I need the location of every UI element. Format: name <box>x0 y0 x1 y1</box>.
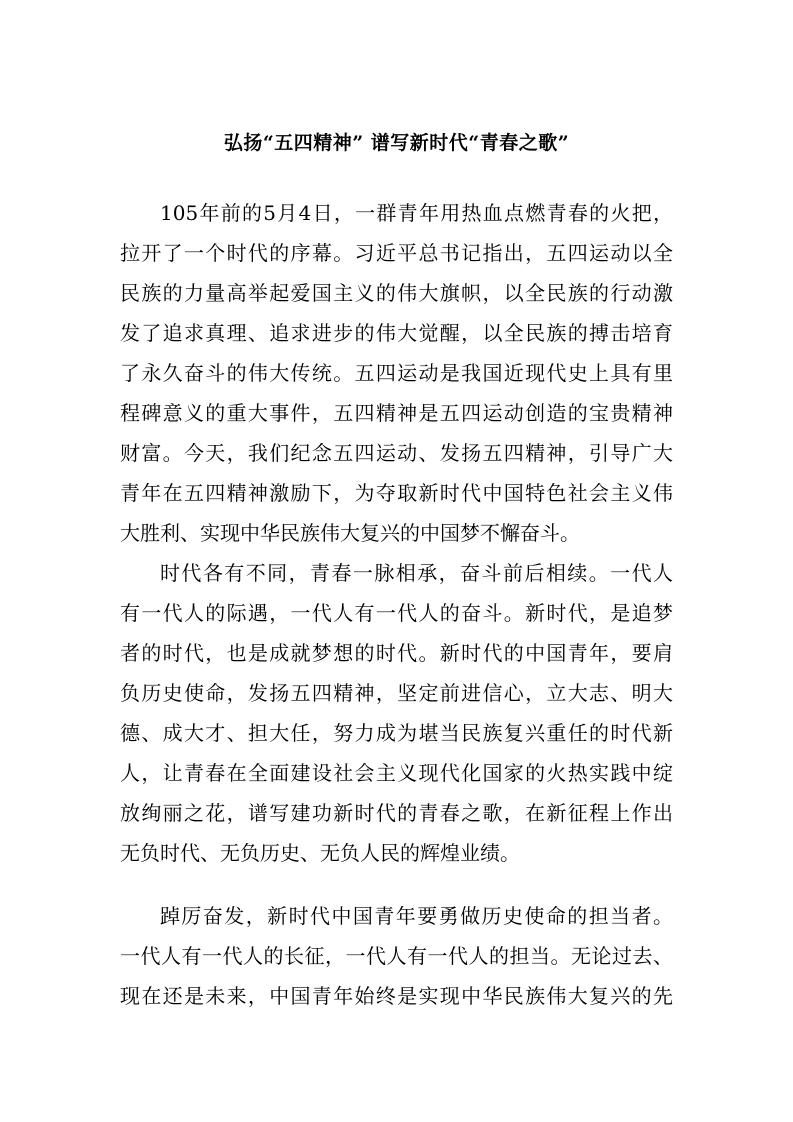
paragraph-1-line-5: 了永久奋斗的伟大传统。五四运动是我国近现代史上具有里 <box>120 361 673 385</box>
paragraph-2-line-3: 者的时代，也是成就梦想的时代。新时代的中国青年，要肩 <box>120 641 673 665</box>
paragraph-2-line-2: 有一代人的际遇，一代人有一代人的奋斗。新时代，是追梦 <box>120 601 673 625</box>
document-title: 弘扬“五四精神” 谱写新时代“青春之歌” <box>223 132 570 154</box>
paragraph-1-line-1: 105年前的5月4日，一群青年用热血点燃青春的火把， <box>160 201 673 225</box>
paragraph-1-line-7: 财富。今天，我们纪念五四运动、发扬五四精神，引导广大 <box>120 441 673 465</box>
paragraph-1-line-4: 发了追求真理、追求进步的伟大觉醒，以全民族的搏击培育 <box>120 321 673 345</box>
paragraph-1-line-8: 青年在五四精神激励下，为夺取新时代中国特色社会主义伟 <box>120 481 673 505</box>
paragraph-2-line-5: 德、成大才、担大任，努力成为堪当民族复兴重任的时代新 <box>120 721 673 745</box>
paragraph-1-line-9: 大胜利、实现中华民族伟大复兴的中国梦不懈奋斗。 <box>120 521 580 545</box>
paragraph-2-line-1: 时代各有不同，青春一脉相承，奋斗前后相续。一代人 <box>160 561 673 585</box>
paragraph-3-line-2: 一代人有一代人的长征，一代人有一代人的担当。无论过去、 <box>120 944 673 968</box>
paragraph-2-line-4: 负历史使命，发扬五四精神，坚定前进信心，立大志、明大 <box>120 681 673 705</box>
paragraph-1-line-6: 程碑意义的重大事件，五四精神是五四运动创造的宝贵精神 <box>120 401 673 425</box>
paragraph-2-line-7: 放绚丽之花，谱写建功新时代的青春之歌，在新征程上作出 <box>120 801 673 825</box>
paragraph-3-line-3: 现在还是未来，中国青年始终是实现中华民族伟大复兴的先 <box>120 984 673 1008</box>
paragraph-3-line-1: 踔厉奋发，新时代中国青年要勇做历史使命的担当者。 <box>160 904 673 928</box>
paragraph-1-line-2: 拉开了一个时代的序幕。习近平总书记指出，五四运动以全 <box>120 241 673 265</box>
paragraph-2-line-8: 无负时代、无负历史、无负人民的辉煌业绩。 <box>120 841 520 865</box>
paragraph-1-line-3: 民族的力量高举起爱国主义的伟大旗帜，以全民族的行动激 <box>120 281 673 305</box>
paragraph-2-line-6: 人，让青春在全面建设社会主义现代化国家的火热实践中绽 <box>120 761 673 785</box>
